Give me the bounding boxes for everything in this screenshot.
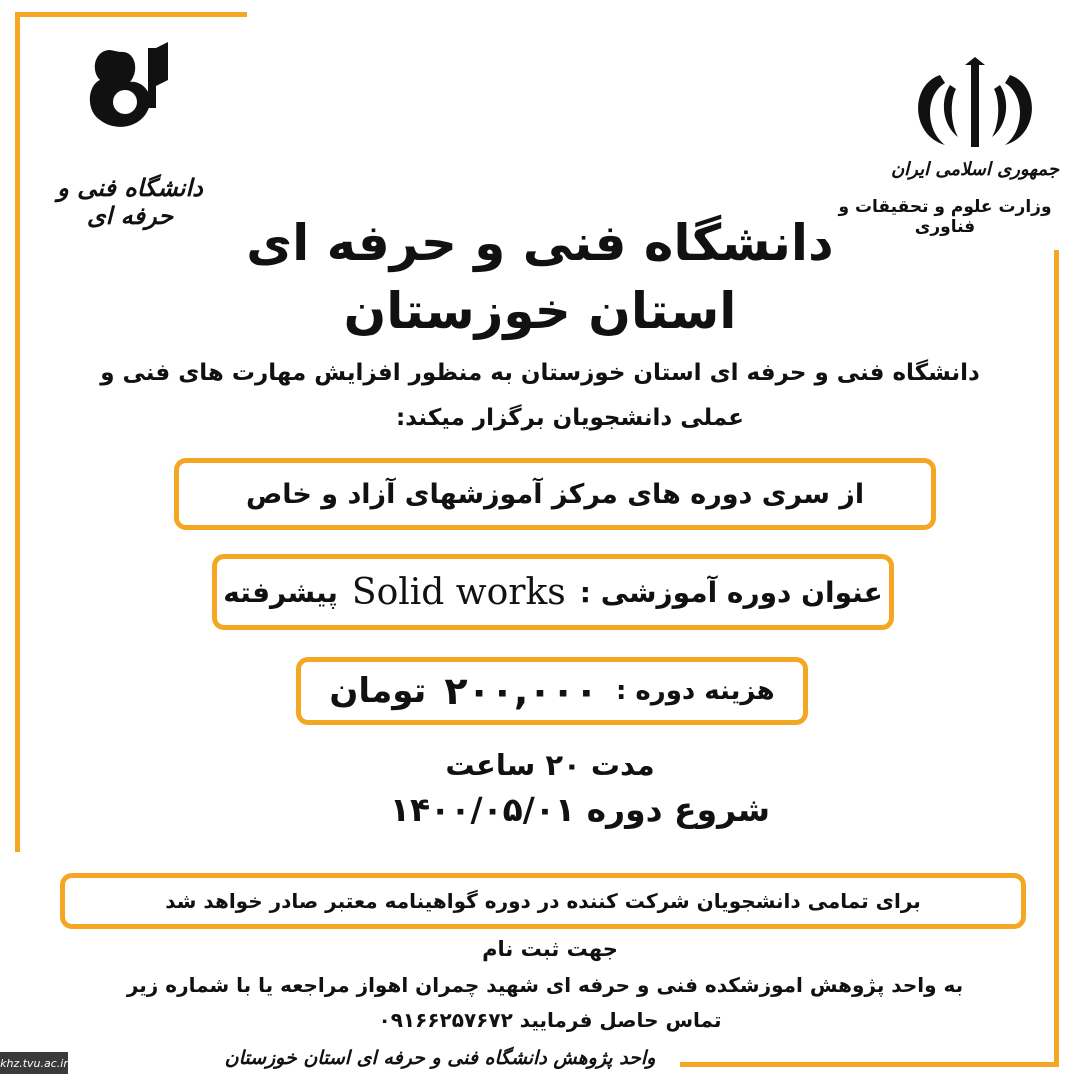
course-name: Solid works	[351, 571, 566, 613]
university-logo	[40, 40, 220, 230]
frame-bottom-line	[680, 1062, 1059, 1067]
cost-box	[296, 657, 808, 725]
course-title-box	[212, 554, 894, 630]
course-suffix: پیشرفته	[223, 575, 338, 609]
watermark-badge	[0, 1052, 68, 1074]
page-title-line2: استان خوزستان	[343, 282, 737, 340]
series-box	[174, 458, 936, 530]
frame-top-line	[15, 12, 247, 17]
intro-line1: دانشگاه فنی و حرفه ای استان خوزستان به منظور افزایش مهارت های فنی و	[100, 360, 980, 386]
course-start-date: شروع دوره ۱۴۰۰/۰۵/۰۱	[389, 790, 771, 829]
frame-right-line	[1054, 250, 1059, 1065]
cost-label: هزینه دوره :	[615, 676, 775, 706]
cost-value: ۲۰۰,۰۰۰	[444, 669, 598, 713]
course-duration: مدت ۲۰ ساعت	[445, 748, 655, 782]
ministry-name: وزارت علوم و تحقیقات و فناوری	[838, 197, 1052, 237]
iran-emblem	[890, 55, 1060, 185]
course-label: عنوان دوره آموزشی :	[579, 575, 883, 609]
university-logo-caption: دانشگاه فنی و حرفه ای	[57, 174, 203, 230]
certificate-box	[60, 873, 1026, 929]
certificate-text: برای تمامی دانشجویان شرکت کننده در دوره گواهینامه معتبر صادر خواهد شد	[165, 889, 921, 913]
watermark-text: khz.tvu.ac.ir	[0, 1056, 68, 1070]
series-text: از سری دوره های مرکز آموزشهای آزاد و خاص	[245, 478, 865, 510]
register-line2: تماس حاصل فرمایید ۰۹۱۶۶۲۵۷۶۷۲	[378, 1008, 722, 1032]
cost-unit: تومان	[329, 671, 427, 711]
iran-emblem-caption: جمهوری اسلامی ایران	[890, 159, 1060, 180]
frame-left-line	[15, 12, 20, 852]
register-line1: به واحد پژوهش اموزشکده فنی و حرفه ای شهید چمران اهواز مراجعه یا با شماره زیر	[126, 973, 964, 997]
university-emblem-icon	[40, 40, 220, 160]
footer-text: واحد پژوهش دانشگاه فنی و حرفه ای استان خوزستان	[224, 1047, 656, 1069]
register-heading: جهت ثبت نام	[482, 937, 618, 961]
page-title-line1: دانشگاه فنی و حرفه ای	[246, 214, 834, 272]
iran-emblem-icon	[890, 55, 1060, 155]
intro-line2: عملی دانشجویان برگزار میکند:	[395, 405, 745, 431]
